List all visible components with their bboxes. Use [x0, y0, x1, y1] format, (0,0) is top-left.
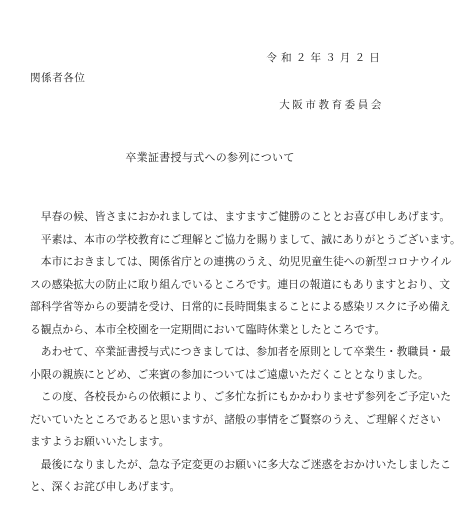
body-line: だいていたところであると思いますが、諸般の事情をご賢察のうえ、ご理解ください [30, 412, 441, 426]
paragraph-apology [30, 454, 452, 499]
issuer-name: 大阪市教育委員会 [279, 99, 384, 111]
paragraph-school-closure [30, 251, 452, 341]
body-line: この度、各校長からの依頼により、ご多忙な折にもかかわりませず参列をご予定いた [30, 390, 452, 403]
body-line: 部科学省等からの要請を受け、日常的に長時間集まることによる感染リスクに予め備え [30, 300, 451, 313]
issue-date: 令和２年３月２日 [266, 52, 384, 64]
notice-title: 卒業証書授与式への参列について [125, 151, 295, 164]
body-line: 早春の候、皆さまにおかれましては、ますますご健勝のこととお喜び申しあげます。 [30, 210, 451, 223]
body-line: 平素は、本市の学校教育にご理解とご協力を賜りまして、誠にありがとうございます。 [30, 232, 461, 246]
addressee: 関係者各位 [30, 72, 86, 84]
body-line: と、深くお詫び申しあげます。 [30, 480, 181, 493]
paragraph-request [30, 386, 452, 454]
body-line: ますようお願いいたします。 [30, 435, 170, 448]
body-line: スの感染拡大の防止に取り組んでいるところです。連日の報道にもありますとおり、文 [30, 277, 451, 291]
paragraph-greeting [30, 206, 451, 229]
body-line: る観点から、本市全校園を一定期間において臨時休業としたところです。 [30, 322, 386, 336]
body-line: あわせて、卒業証書授与式につきましては、参加者を原則として卒業生・教職員・最 [30, 345, 451, 358]
paragraph-ceremony-attendance [30, 341, 451, 386]
body-line: 最後になりましたが、急な予定変更のお願いに多大なご迷惑をおかけいたしましたこ [30, 457, 452, 471]
notice-body [30, 206, 461, 499]
body-line: 小限の親族にとどめ、ご来賓の参加についてはご遠慮いただくこととなりました。 [30, 367, 429, 381]
body-line: 本市におきましては、関係省庁との連携のうえ、幼児児童生徒への新型コロナウイル [30, 255, 452, 268]
paragraph-thanks [30, 229, 461, 252]
